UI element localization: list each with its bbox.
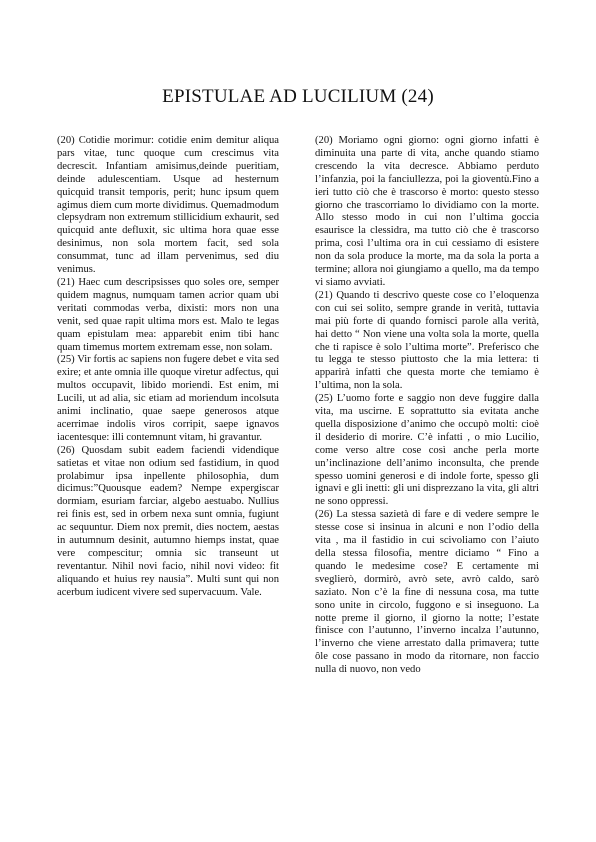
latin-paragraph-25: (25) Vir fortis ac sapiens non fugere debet e vita sed exire; et ante omnia ille quoque viretur adfectus, qui multos occupavit, libido moriendi. Est enim, mi Lucili, ut ad alia, sic etiam ad moriendum incolsuta animi inclinatio, quae saepe generosos atque acerrimae indolis viros corripit, saepe ignavos iacentesque: illi contemnunt vitam, hi gravantur.: [57, 354, 279, 443]
italian-paragraph-26: (26) La stessa sazietà di fare e di vedere sempre le stesse cose si insinua in alcuni e non l’odio della vita , ma il fastidio in cui scivoliamo con l’aiuto della stessa filosofia, mentre diciamo “ Fino a quando le medesime cose? E certamente mi sveglierò, dormirò, avrò sete, avrò caldo, sarò saziato. Non c’è la fine di nessuna cosa, ma tutte sono unite in circolo, fuggono e si inseguono. La notte preme il giorno, il giorno la notte; l’estate finisce con l’autunno, l’inverno incalza l’autunno, l’inverno che viene arrestato dalla primavera; tutte ôle cose passano in modo da ritornare, non faccio nulla di nuovo, non vedo: [315, 509, 539, 676]
italian-column: [315, 135, 539, 677]
latin-paragraph-21: (21) Haec cum descripsisses quo soles ore, semper quidem magnus, numquam tamen acrior quam ubi veritati commodas verba, dixisti: mors non una venit, sed quae rapit ultima mors est. Malo te legas quam epistulam mea: apparebit enim tibi hanc quam timemus mortem extremam esse, non solam.: [57, 276, 279, 353]
latin-paragraph-26: (26) Quosdam subit eadem faciendi videndique satietas et vitae non odium sed fastidium, in quod prolabimur ipsa inpellente philosophia, dum dicimus:”Quousque eadem? Nempe expergiscar dormiam, esuriam farciar, algebo aestuabo. Nullius rei finis est, sed in orbem nexa sunt omnia, fugiunt ac sequuntur. Diem nox premit, dies noctem, aestas in autumnum desinit, autumno hiemps instat, quae vere compescitur; omnia sic transeunt ut reventantur. Nihil novi facio, nihil novi video: fit aliquando et huius rey nausia”. Multi sunt qui non acerbum iudicent vivere sed supervacuum. Vale.: [57, 444, 279, 598]
latin-column: [57, 135, 279, 600]
italian-paragraph-20: (20) Moriamo ogni giorno: ogni giorno infatti è diminuita una parte di vita, anche quando stiamo crescendo la vita decresce. Abbiamo perduto l’infanzia, poi la fanciullezza, poi la gioventù.Fino a ieri tutto ciò che è trascorso è morto: questo stesso giorno che trascorriamo lo dividiamo con la morte. Allo stesso modo in cui non l’ultima goccia esaurisce la clessidra, ma tutto ciò che è trascorso prima, così l’ultima ora in cui cessiamo di esistere non da sola produce la morte, ma da sola la porta a termine; allora noi giungiamo a quello, ma da tempo vi siamo avviati.: [315, 135, 539, 288]
latin-paragraph-20: (20) Cotidie morimur: cotidie enim demitur aliqua pars vitae, tunc quoque cum crescimus vita decrescit. Infantiam amisimus,deinde pueritiam, deinde adulescentiam. Usque ad hesternum quicquid transit temporis, perit; hunc ipsum quem agimus diem cum morte dividimus. Quemadmodum clepsydram non extremum stillicidium exhaurit, sed quicquid ante defluxit, sic ultima hora quae esse desinimus, non sola mortem facit, sed sola consummat, tunc ad illam pervenimus, sed diu venimus.: [57, 135, 279, 276]
italian-paragraph-21: (21) Quando ti descrivo queste cose co l’eloquenza con cui sei solito, sempre grande in verità, tuttavia mai più forte di quando fornisci parole alla verità, hai detto “ Non viene una volta sola la morte, quella che ti rapisce è solo l’ultima morte”. Preferisco che tu legga te stesso piuttosto che la mia lettera: ti apparirà infatti che questa morte che temiamo è l’ultima, non la sola.: [315, 289, 539, 392]
page-title: EPISTULAE AD LUCILIUM (24): [162, 86, 434, 107]
italian-paragraph-25: (25) L’uomo forte e saggio non deve fuggire dalla vita, ma uscirne. E soprattutto sia evitata anche quella disposizione d’animo che occupò molti: cioè il desiderio di morire. C’è infatti , o mio Lucilio, come verso altre cose così anche perla morte un’inclinazione dell’animo inconsulta, che prende spesso uomini generosi e di indole forte, spesso gli ignavi e gli inetti: gli uni disprezzano la vita, gli altri ne sono oppressi.: [315, 393, 539, 508]
